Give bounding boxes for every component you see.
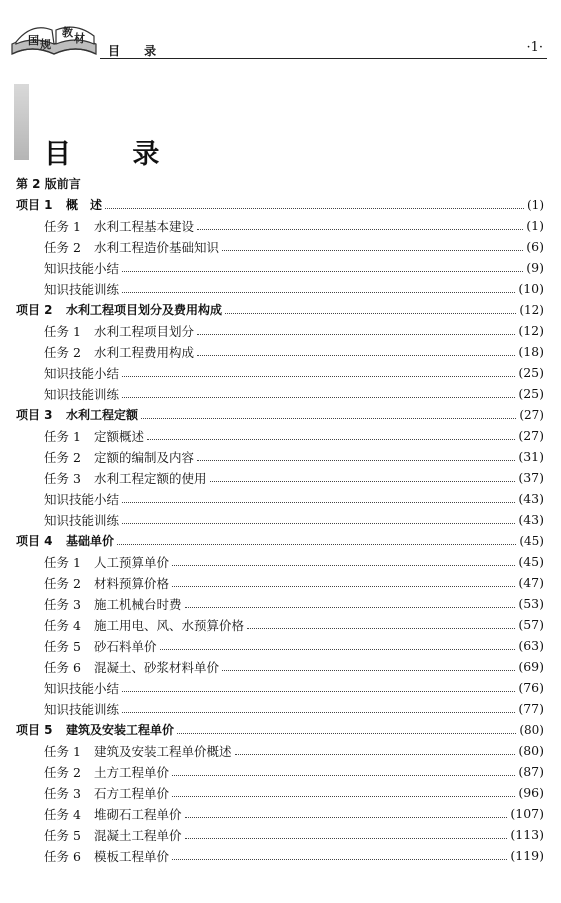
toc-entry-number: 项目 3 — [16, 408, 53, 422]
toc-entry-title: 知识技能训练 — [44, 281, 120, 297]
toc-entry-number: 任务 3 — [44, 470, 81, 486]
dot-leader — [197, 460, 515, 461]
toc-task-entry[interactable] — [16, 551, 544, 572]
running-header — [0, 0, 561, 64]
toc-entry-number: 项目 2 — [16, 303, 53, 317]
toc-task-entry[interactable] — [16, 782, 544, 803]
toc-entry-title: 施工机械台时费 — [94, 596, 182, 612]
toc-entry-page: (27) — [519, 407, 544, 422]
title-side-bar — [14, 84, 29, 160]
toc-summary-entry[interactable] — [16, 677, 544, 698]
dot-leader — [122, 712, 515, 713]
toc-project-entry[interactable] — [16, 194, 544, 215]
toc-entry-title: 知识技能训练 — [44, 701, 120, 717]
toc-entry-title: 施工用电、风、水预算价格 — [94, 617, 245, 633]
toc-entry-page: (25) — [518, 365, 544, 380]
toc-entry-title: 知识技能小结 — [44, 680, 120, 696]
toc-summary-entry[interactable] — [16, 698, 544, 719]
toc-entry-title: 石方工程单价 — [94, 785, 170, 801]
toc-entry-title: 建筑及安装工程单价 — [66, 723, 175, 737]
toc-project-entry[interactable] — [16, 299, 544, 320]
dot-leader — [197, 355, 515, 356]
toc-task-entry[interactable] — [16, 215, 544, 236]
toc-entry-number: 任务 1 — [44, 323, 81, 339]
page-title: 目 录 — [44, 139, 186, 170]
toc-entry-number: 项目 1 — [16, 198, 53, 212]
toc-entry-page: (63) — [518, 638, 544, 653]
dot-leader — [222, 250, 523, 251]
toc-project-entry[interactable] — [16, 719, 544, 740]
toc-entry-title: 知识技能小结 — [44, 365, 120, 381]
dot-leader — [235, 754, 516, 755]
toc-task-entry[interactable] — [16, 740, 544, 761]
dot-leader — [185, 607, 516, 608]
header-section-title: 目 录 — [108, 44, 167, 58]
toc-summary-entry[interactable] — [16, 257, 544, 278]
toc-entry-number: 任务 3 — [44, 596, 81, 612]
svg-text:国: 国 — [28, 34, 39, 47]
toc-entry-title: 模板工程单价 — [94, 848, 170, 864]
toc-entry-title: 知识技能小结 — [44, 260, 120, 276]
toc-entry-page: (10) — [518, 281, 544, 296]
dot-leader — [247, 628, 515, 629]
toc-entry-number: 任务 2 — [44, 239, 81, 255]
toc-entry-number: 任务 5 — [44, 638, 81, 654]
dot-leader — [105, 208, 524, 209]
toc-entry-number: 任务 1 — [44, 554, 81, 570]
dot-leader — [122, 376, 515, 377]
toc-entry-page: (53) — [518, 596, 544, 611]
toc-entry-page: (45) — [518, 554, 544, 569]
toc-entry-title: 建筑及安装工程单价概述 — [94, 743, 232, 759]
dot-leader — [160, 649, 516, 650]
toc-entry-page: (57) — [518, 617, 544, 632]
toc-entry-title: 水利工程定额的使用 — [94, 470, 207, 486]
toc-entry-number: 任务 6 — [44, 848, 81, 864]
dot-leader — [222, 670, 515, 671]
toc-entry-title: 知识技能训练 — [44, 512, 120, 528]
toc-entry-title: 水利工程项目划分 — [94, 323, 195, 339]
toc-entry-number: 任务 6 — [44, 659, 81, 675]
svg-text:材: 材 — [74, 32, 85, 45]
toc-entry-page: (119) — [510, 848, 544, 863]
toc-entry-page: (43) — [518, 491, 544, 506]
toc-entry-page: (107) — [510, 806, 544, 821]
toc-task-entry[interactable] — [16, 803, 544, 824]
dot-leader — [225, 313, 516, 314]
toc-entry-number: 任务 5 — [44, 827, 81, 843]
toc-entry-page: (76) — [518, 680, 544, 695]
toc-entry-page: (69) — [518, 659, 544, 674]
dot-leader — [172, 775, 515, 776]
toc-task-entry[interactable] — [16, 824, 544, 845]
toc-entry-page: (77) — [518, 701, 544, 716]
dot-leader — [122, 292, 515, 293]
toc-entry-page: (1) — [527, 197, 544, 212]
toc-entry-number: 任务 2 — [44, 764, 81, 780]
header-page-number: ·1· — [526, 40, 543, 55]
toc-project-entry[interactable] — [16, 404, 544, 425]
toc-entry-title: 知识技能小结 — [44, 491, 120, 507]
toc-entry-number: 任务 4 — [44, 806, 81, 822]
toc-entry-page: (80) — [519, 722, 544, 737]
toc-summary-entry[interactable] — [16, 362, 544, 383]
toc-entry-number: 任务 3 — [44, 785, 81, 801]
toc-task-entry[interactable] — [16, 656, 544, 677]
toc-entry-number: 任务 2 — [44, 344, 81, 360]
toc-task-entry[interactable] — [16, 467, 544, 488]
toc-entry-title: 人工预算单价 — [94, 554, 170, 570]
toc-task-entry[interactable] — [16, 572, 544, 593]
dot-leader — [172, 796, 515, 797]
dot-leader — [197, 229, 523, 230]
toc-entry-title: 水利工程造价基础知识 — [94, 239, 220, 255]
toc-entry-number: 项目 5 — [16, 723, 53, 737]
toc-task-entry[interactable] — [16, 341, 544, 362]
dot-leader — [122, 691, 515, 692]
toc-entry-page: (25) — [518, 386, 544, 401]
toc-entry-number: 任务 2 — [44, 575, 81, 591]
dot-leader — [185, 817, 508, 818]
toc-entry-page: (80) — [518, 743, 544, 758]
toc-entry-title: 水利工程费用构成 — [94, 344, 195, 360]
toc-entry-title: 堆砌石工程单价 — [94, 806, 182, 822]
toc-entry-page: (47) — [518, 575, 544, 590]
toc-entry-number: 任务 4 — [44, 617, 81, 633]
toc-entry-number: 项目 4 — [16, 534, 53, 548]
toc-entry-title: 定额的编制及内容 — [94, 449, 195, 465]
dot-leader — [197, 334, 515, 335]
toc-entry-page: (1) — [526, 218, 544, 233]
toc-preface[interactable] — [16, 173, 544, 194]
toc-entry-page: (9) — [526, 260, 544, 275]
toc-entry-page: (113) — [510, 827, 544, 842]
dot-leader — [185, 838, 508, 839]
toc-entry-title: 砂石料单价 — [94, 638, 157, 654]
toc-entry-title: 水利工程项目划分及费用构成 — [66, 303, 223, 317]
table-of-contents — [16, 173, 544, 866]
dot-leader — [122, 502, 515, 503]
toc-entry-title: 水利工程定额 — [66, 408, 139, 422]
dot-leader — [172, 859, 507, 860]
header-rule — [100, 58, 547, 59]
dot-leader — [177, 733, 516, 734]
svg-text:教: 教 — [62, 26, 73, 39]
book-logo-icon — [8, 14, 100, 62]
toc-task-entry[interactable] — [16, 320, 544, 341]
toc-entry-title: 概 述 — [66, 198, 103, 212]
toc-entry-title: 知识技能训练 — [44, 386, 120, 402]
toc-entry-title: 水利工程基本建设 — [94, 218, 195, 234]
toc-task-entry[interactable] — [16, 761, 544, 782]
toc-task-entry[interactable] — [16, 593, 544, 614]
toc-entry-title: 混凝土、砂浆材料单价 — [94, 659, 220, 675]
toc-entry-title: 混凝土工程单价 — [94, 827, 182, 843]
dot-leader — [141, 418, 516, 419]
dot-leader — [172, 586, 515, 587]
toc-summary-entry[interactable] — [16, 383, 544, 404]
toc-entry-page: (12) — [518, 323, 544, 338]
toc-task-entry[interactable] — [16, 236, 544, 257]
dot-leader — [172, 565, 515, 566]
toc-entry-number: 任务 2 — [44, 449, 81, 465]
dot-leader — [210, 481, 516, 482]
toc-entry-title: 土方工程单价 — [94, 764, 170, 780]
svg-text:规: 规 — [40, 38, 51, 51]
toc-entry-page: (87) — [518, 764, 544, 779]
toc-entry-page: (18) — [518, 344, 544, 359]
dot-leader — [122, 271, 523, 272]
toc-task-entry[interactable] — [16, 845, 544, 866]
toc-entry-page: (43) — [518, 512, 544, 527]
toc-entry-number: 任务 1 — [44, 428, 81, 444]
toc-entry-title: 定额概述 — [94, 428, 145, 444]
dot-leader — [122, 397, 515, 398]
toc-task-entry[interactable] — [16, 446, 544, 467]
toc-summary-entry[interactable] — [16, 278, 544, 299]
toc-summary-entry[interactable] — [16, 488, 544, 509]
toc-entry-page: (45) — [519, 533, 544, 548]
toc-project-entry[interactable] — [16, 530, 544, 551]
toc-entry-number: 任务 1 — [44, 743, 81, 759]
toc-entry-page: (37) — [518, 470, 544, 485]
toc-task-entry[interactable] — [16, 635, 544, 656]
toc-summary-entry[interactable] — [16, 509, 544, 530]
dot-leader — [122, 523, 515, 524]
toc-entry-page: (27) — [518, 428, 544, 443]
toc-entry-page: (96) — [518, 785, 544, 800]
toc-entry-title: 材料预算价格 — [94, 575, 170, 591]
toc-entry-number: 任务 1 — [44, 218, 81, 234]
dot-leader — [117, 544, 516, 545]
toc-task-entry[interactable] — [16, 425, 544, 446]
toc-entry-page: (12) — [519, 302, 544, 317]
toc-entry-title: 基础单价 — [66, 534, 115, 548]
toc-preface-title: 第 2 版前言 — [16, 177, 81, 191]
dot-leader — [147, 439, 515, 440]
toc-entry-page: (6) — [526, 239, 544, 254]
toc-entry-page: (31) — [518, 449, 544, 464]
toc-task-entry[interactable] — [16, 614, 544, 635]
